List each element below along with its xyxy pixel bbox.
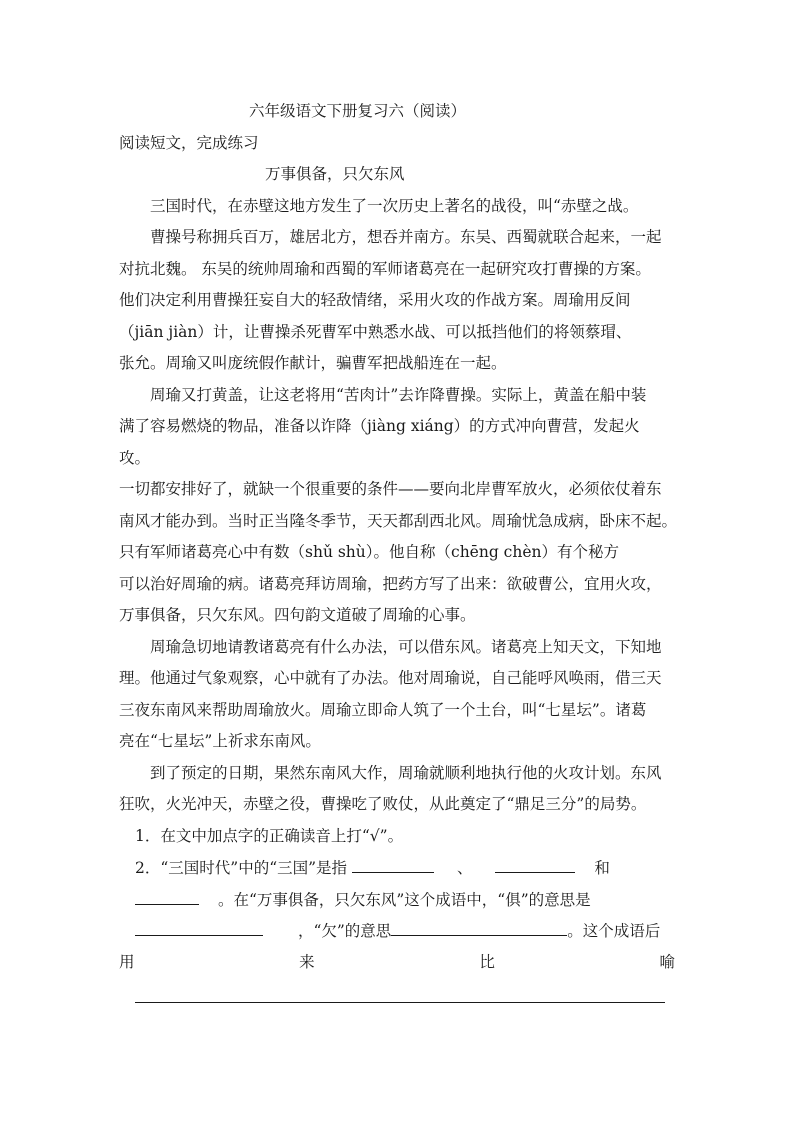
passage-line: 满了容易燃烧的物品，准备以诈降（jiàng xiáng）的方式冲向曹营，发起火 xyxy=(119,417,640,435)
passage-title: 万事俱备，只欠东风 xyxy=(265,165,405,183)
passage-line: 周瑜急切地请教诸葛亮有什么办法，可以借东风。诸葛亮上知天文，下知地 xyxy=(150,637,662,656)
question-2-text: 。这个成语后 xyxy=(567,922,661,940)
answer-blank-1[interactable] xyxy=(352,852,434,873)
passage-line: 只有军师诸葛亮心中有数（shǔ shù）。他自称（chēng chèn）有个秘方 xyxy=(119,543,620,561)
passage-line: 张允。周瑜又叫庞统假作献计，骗曹军把战船连在一起。 xyxy=(119,354,507,372)
question-2-word: 喻 xyxy=(659,952,675,971)
question-2-line-4 xyxy=(119,947,675,979)
passage-line: 到了预定的日期，果然东南风大作，周瑜就顺利地执行他的火攻计划。东风 xyxy=(150,763,662,782)
passage-line: 三国时代，在赤壁这地方发生了一次历史上著名的战役，叫“赤壁之战。 xyxy=(150,196,639,215)
passage-line: 一切都安排好了，就缺一个很重要的条件——要向北岸曹军放火，必须依仗着东 xyxy=(119,480,662,498)
question-2-text: ，“欠”的意思 xyxy=(297,922,392,940)
passage-line: 可以治好周瑜的病。诸葛亮拜访周瑜，把药方写了出来：欲破曹公，宜用火攻， xyxy=(119,574,662,593)
question-2-word: 用 xyxy=(119,952,135,971)
question-2-line-3 xyxy=(119,915,675,947)
passage-line: 对抗北魏。 东吴的统帅周瑜和西蜀的军师诸葛亮在一起研究攻打曹操的方案。 xyxy=(119,259,651,278)
answer-line[interactable] xyxy=(135,1002,665,1003)
passage-line: 理。他通过气象观察，心中就有了办法。他对周瑜说，自己能呼风唤雨，借三天 xyxy=(119,669,662,687)
answer-blank-3[interactable] xyxy=(135,884,199,905)
answer-blank-2[interactable] xyxy=(495,852,575,873)
question-2-text: 。在“万事俱备，只欠东风”这个成语中，“俱”的意思是 xyxy=(217,890,591,909)
question-2-word: 比 xyxy=(479,952,495,971)
answer-blank-5[interactable] xyxy=(391,915,567,936)
answer-blank-4[interactable] xyxy=(135,915,263,936)
passage-line: 亮在“七星坛”上祈求东南风。 xyxy=(119,732,321,750)
passage-line: 曹操号称拥兵百万，雄居北方，想吞并南方。东吴、西蜀就联合起来，一起 xyxy=(150,228,662,246)
passage-line: 周瑜又打黄盖，让这老将用“苦肉计”去诈降曹操。实际上，黄盖在船中装 xyxy=(150,385,647,404)
worksheet-page xyxy=(119,96,678,1003)
passage-line: 三夜东南风来帮助周瑜放火。周瑜立即命人筑了一个土台，叫“七星坛”。诸葛 xyxy=(119,700,647,719)
separator: 、 xyxy=(456,859,473,877)
question-1: 1．在文中加点字的正确读音上打“√”。 xyxy=(135,826,404,845)
conjunction: 和 xyxy=(594,859,610,877)
page-title: 六年级语文下册复习六（阅读） xyxy=(249,102,467,120)
passage-line: （jiān jiàn）计，让曹操杀死曹军中熟悉水战、可以抵挡他们的将领蔡瑁、 xyxy=(119,322,632,341)
question-2-text: 2．“三国时代”中的“三国”是指 xyxy=(135,859,348,877)
passage-line: 狂吹，火光冲天，赤壁之役，曹操吃了败仗，从此奠定了“鼎足三分”的局势。 xyxy=(119,795,647,813)
question-2-word: 来 xyxy=(299,952,315,971)
passage-line: 万事俱备，只欠东风。四句韵文道破了周瑜的心事。 xyxy=(119,606,476,624)
question-2-line-1 xyxy=(119,852,675,884)
passage-line: 他们决定利用曹操狂妄自大的轻敌情绪，采用火攻的作战方案。周瑜用反间 xyxy=(119,291,631,309)
passage-line: 攻。 xyxy=(119,448,151,467)
passage-line: 南风才能办到。当时正当隆冬季节，天天都刮西北风。周瑜忧急成病，卧床不起。 xyxy=(119,511,678,530)
instruction: 阅读短文，完成练习 xyxy=(119,133,259,152)
question-2-line-2 xyxy=(119,884,675,916)
